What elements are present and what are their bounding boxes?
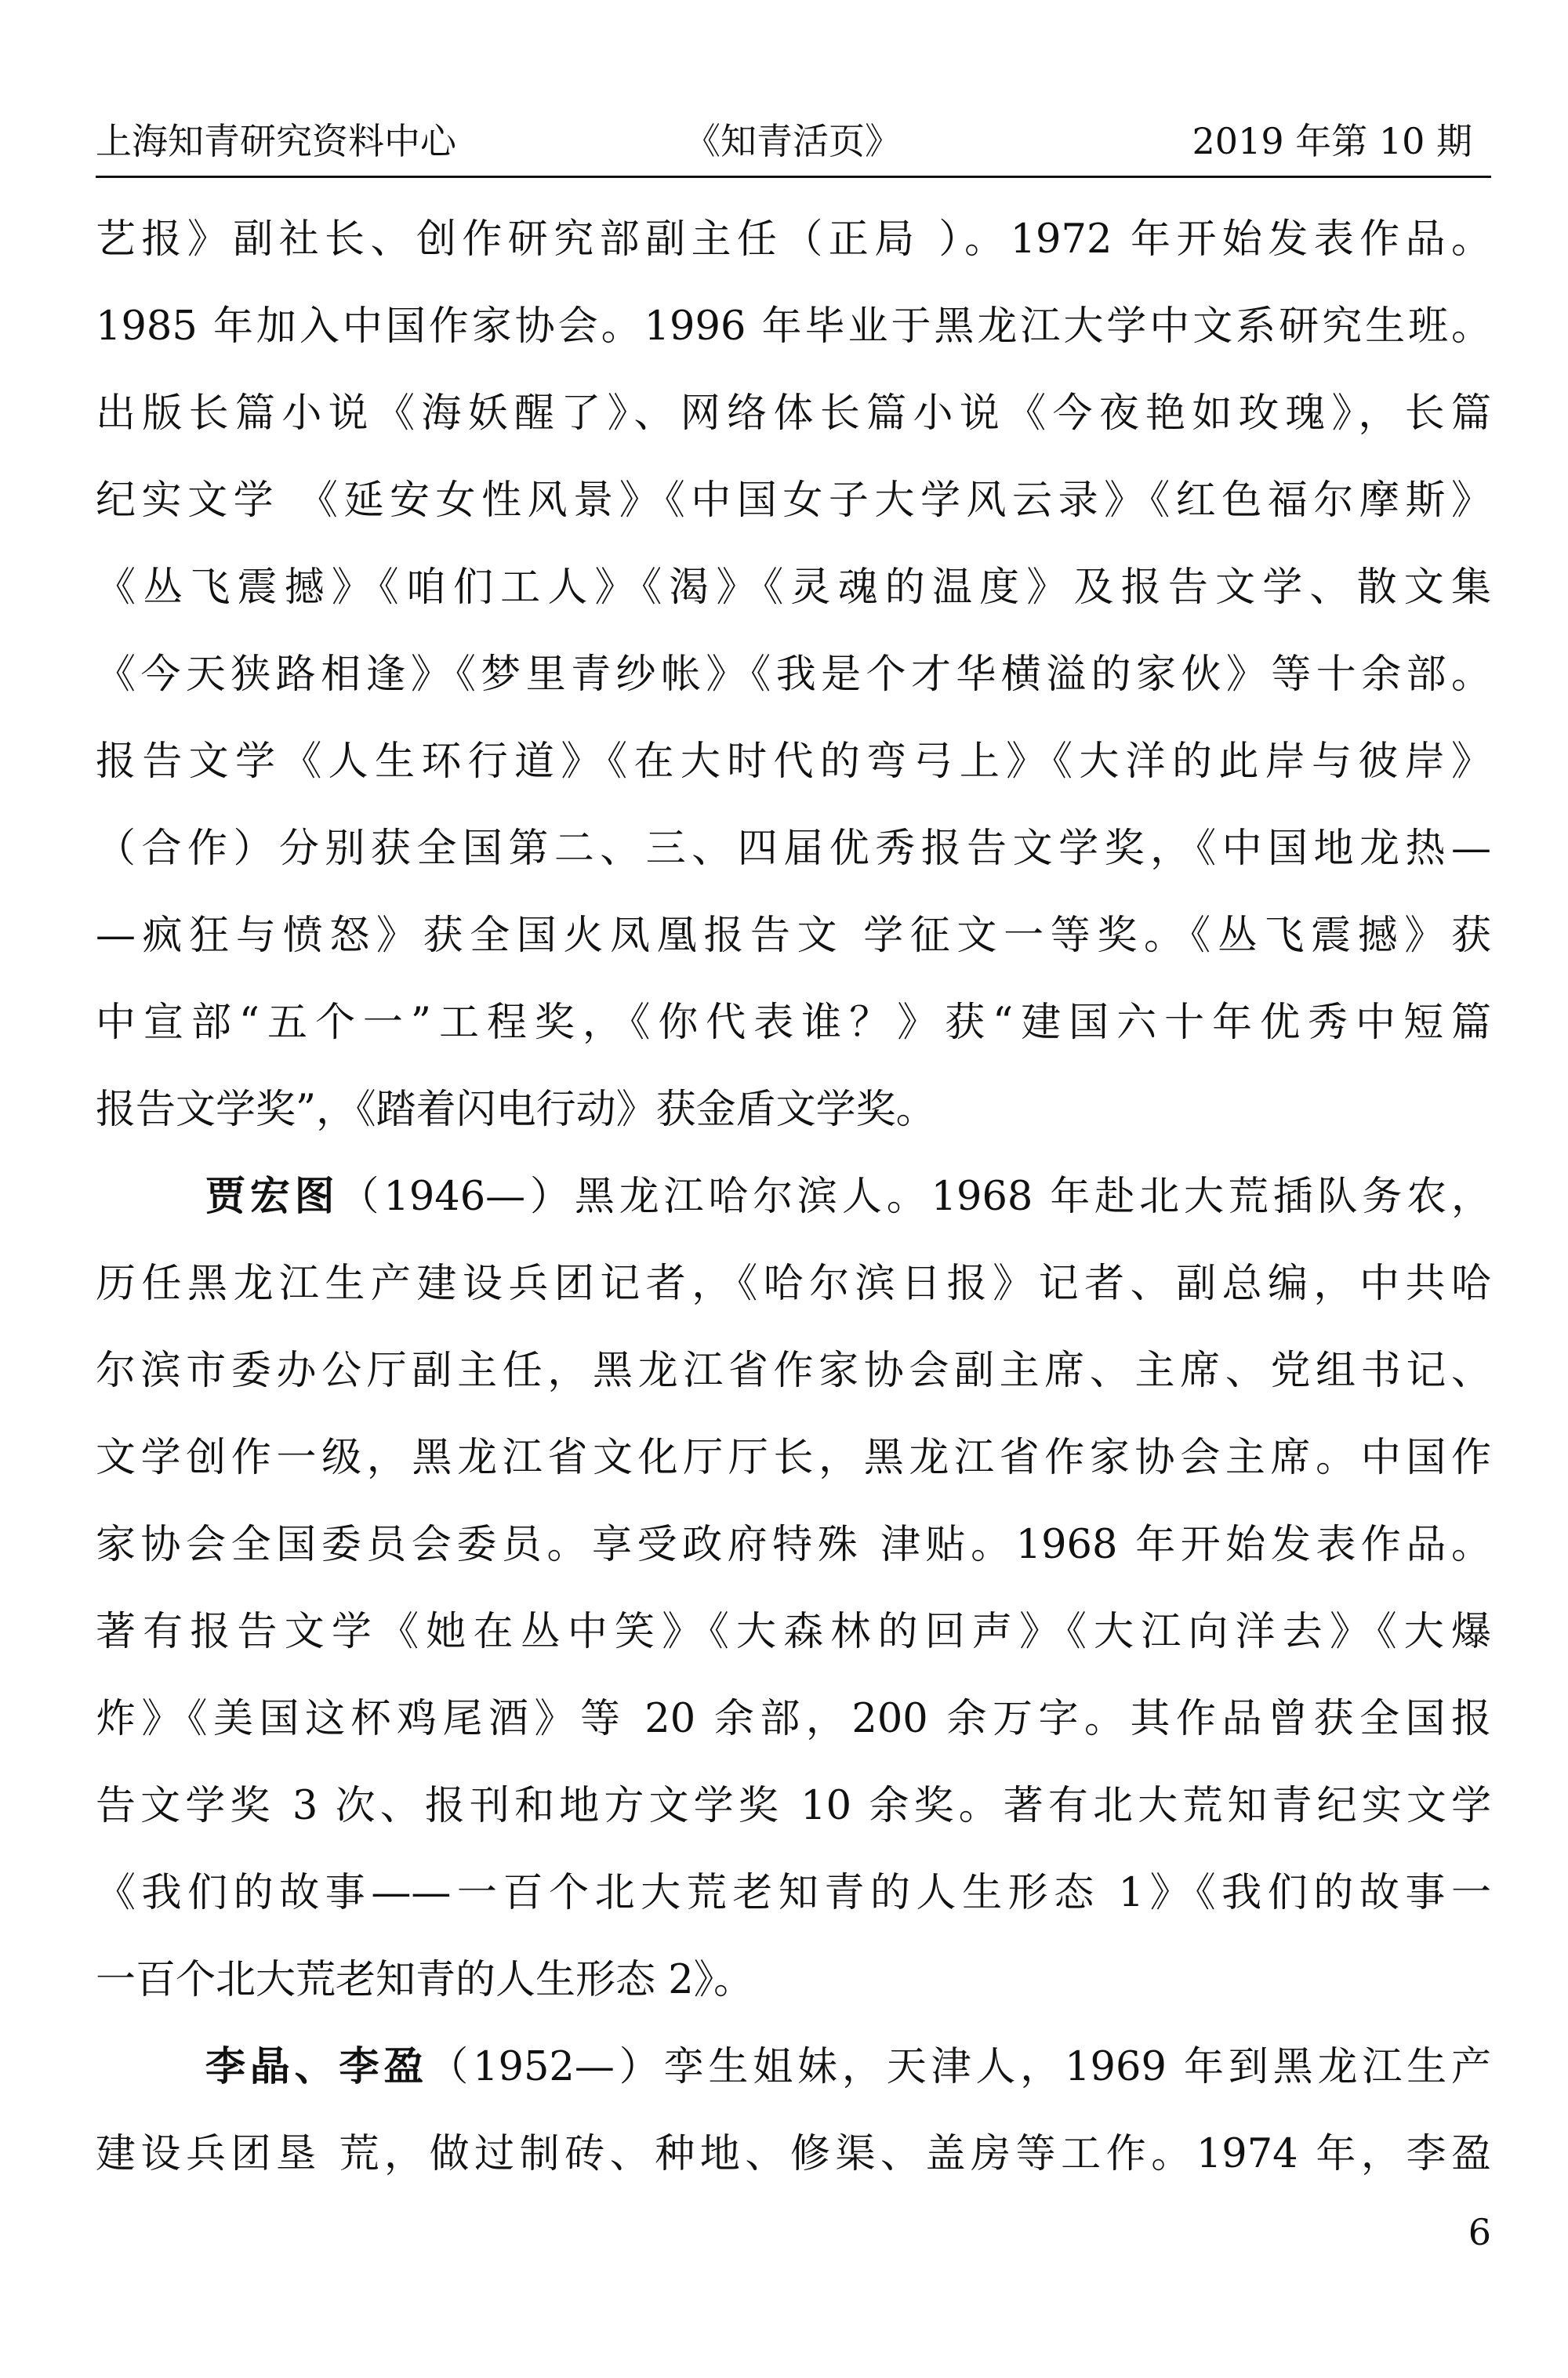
text-line: 一百个北大荒老知青的人生形态 2》。 xyxy=(96,1957,754,2003)
header-publisher: 上海知青研究资料中心 xyxy=(96,120,456,162)
text-line: 报告文学《人生环行道》《在大时代的弯弓上》《大洋的此岸与彼岸》 xyxy=(96,739,1491,785)
para-first-line xyxy=(96,2024,1491,2111)
page-number: 6 xyxy=(1468,2211,1491,2253)
text-line: 1985 年加入中国作家协会。1996 年毕业于黑龙江大学中文系研究生班。 xyxy=(96,303,1491,350)
para-first-line xyxy=(96,1153,1491,1240)
text-line: 建设兵团垦 荒，做过制砖、种地、修渠、盖房等工作。1974 年，李盈 xyxy=(96,2131,1491,2177)
text-line: 艺报》副社长、创作研究部副主任（正局 ）。1972 年开始发表作品。 xyxy=(96,216,1491,263)
text-line: 出版长篇小说《海妖醒了》、网络体长篇小说《今夜艳如玫瑰》，长篇 xyxy=(96,390,1491,437)
text-line: 尔滨市委办公厅副主任，黑龙江省作家协会副主席、主席、党组书记、 xyxy=(96,1348,1491,1394)
text-line: 《我们的故事——一百个北大荒老知青的人生形态 1》《我们的故事一 xyxy=(96,1870,1491,1916)
header-issue: 2019 年第 10 期 xyxy=(1192,120,1472,162)
header-rule xyxy=(96,176,1491,178)
running-header xyxy=(96,116,1490,166)
para-first-line-text: （1946—）黑龙江哈尔滨人。1968 年赴北大荒插队务农， xyxy=(339,1174,1491,1220)
text-line: 报告文学奖”，《踏着闪电行动》获金盾文学奖。 xyxy=(96,1087,936,1133)
person-name: 贾宏图 xyxy=(205,1173,339,1220)
text-line: 告文学奖 3 次、报刊和地方文学奖 10 余奖。著有北大荒知青纪实文学 xyxy=(96,1783,1491,1829)
text-line: （合作）分别获全国第二、三、四届优秀报告文学奖，《中国地龙热— xyxy=(96,826,1491,872)
text-line: 纪实文学 《延安女性风景》《中国女子大学风云录》《红色福尔摩斯》 xyxy=(96,477,1491,524)
para-first-line-text: （1952—）孪生姐妹，天津人，1969 年到黑龙江生产 xyxy=(428,2044,1491,2090)
text-line: 文学创作一级，黑龙江省文化厅厅长，黑龙江省作家协会主席。中国作 xyxy=(96,1435,1491,1481)
body-text xyxy=(96,196,1491,2198)
text-line: 《今天狭路相逢》《梦里青纱帐》《我是个才华横溢的家伙》等十余部。 xyxy=(96,652,1491,698)
header-journal-title: 《知青活页》 xyxy=(684,120,901,162)
person-name: 李晶、李盈 xyxy=(205,2043,429,2090)
text-line: 家协会全国委员会委员。享受政府特殊 津贴。1968 年开始发表作品。 xyxy=(96,1522,1491,1568)
text-line: —疯狂与愤怒》获全国火凤凰报告文 学征文一等奖。《丛飞震撼》获 xyxy=(96,913,1491,959)
text-line: 炸》《美国这杯鸡尾酒》等 20 余部，200 余万字。其作品曾获全国报 xyxy=(96,1696,1491,1742)
text-line: 著有报告文学《她在丛中笑》《大森林的回声》《大江向洋去》《大爆 xyxy=(96,1609,1491,1655)
text-line: 《丛飞震撼》《咱们工人》《渴》《灵魂的温度》及报告文学、散文集 xyxy=(96,565,1491,611)
text-line: 历任黑龙江生产建设兵团记者，《哈尔滨日报》记者、副总编，中共哈 xyxy=(96,1261,1491,1307)
text-line: 中宣部“五个一”工程奖，《你代表谁？》获“建国六十年优秀中短篇 xyxy=(96,1000,1491,1046)
